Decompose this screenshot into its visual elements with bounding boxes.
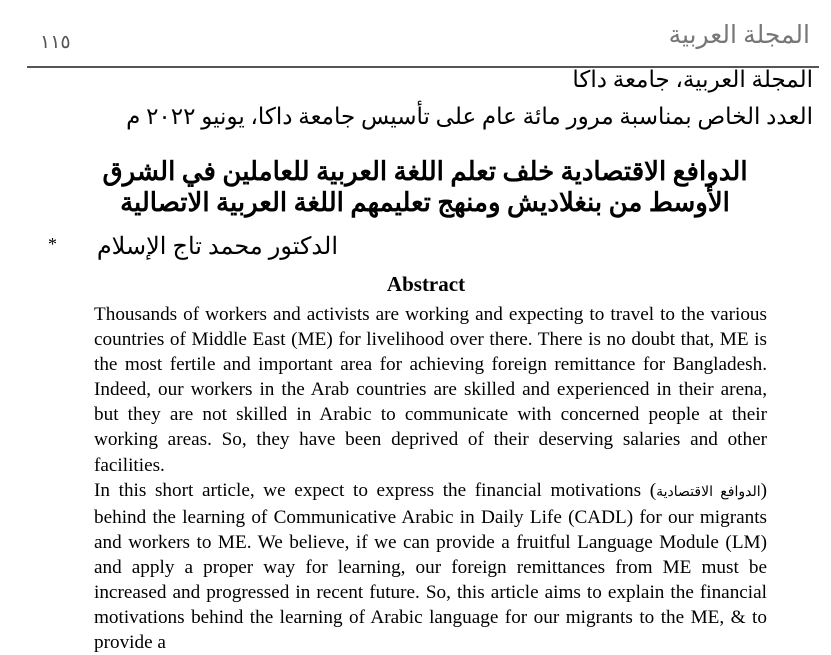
title-line-1: الدوافع الاقتصادية خلف تعلم اللغة العربية للعاملين في الشرق — [102, 157, 748, 186]
title-line-2: الأوسط من بنغلاديش ومنهج تعليمهم اللغة العربية الاتصالية — [120, 188, 730, 217]
publication-line: المجلة العربية، جامعة داكا — [572, 67, 813, 92]
author-footnote-mark: * — [48, 234, 57, 254]
abstract-body — [94, 302, 767, 655]
author-row — [48, 232, 338, 264]
abstract-paragraph-2 — [94, 478, 767, 655]
abstract-paragraph-1: Thousands of workers and activists are working and expecting to travel to the various countries of Middle East (ME) for livelihood over there. There is no doubt that, ME is the most fertile and important area for achieving foreign remittance for Bangladesh. Indeed, our workers in the Arab countries are skilled and experienced in their arena, but they are not skilled in Arabic to communicate with concerned people at their working areas. So, they have been deprived of their deserving salaries and other facilities. — [94, 304, 767, 476]
author-name: الدكتور محمد تاج الإسلام — [96, 234, 338, 260]
article-title — [40, 156, 810, 218]
paragraph-2-rest: ) behind the learning of Communicative Arabic in Daily Life (CADL) for our migrants and workers to ME. We believe, if we can provide a fruitful Language Module (LM) and apply a proper way for learning, our foreign remittances from ME must be increased and progressed in recent future. So, this article aims to explain the financial motivations behind the learning of Arabic language for our migrants to the ME, & to provide a — [94, 479, 767, 654]
abstract-heading: Abstract — [386, 272, 466, 296]
running-header — [27, 20, 819, 68]
paragraph-2-start: In this short article, we expect to express the financial motivations ( — [94, 479, 657, 501]
arabic-term: الدوافع الاقتصادية — [656, 484, 761, 500]
page-number: ١١٥ — [40, 32, 71, 53]
journal-name: المجلة العربية — [668, 22, 810, 49]
issue-line: العدد الخاص بمناسبة مرور مائة عام على تأسيس جامعة داكا، يونيو ٢٠٢٢ م — [126, 104, 813, 129]
